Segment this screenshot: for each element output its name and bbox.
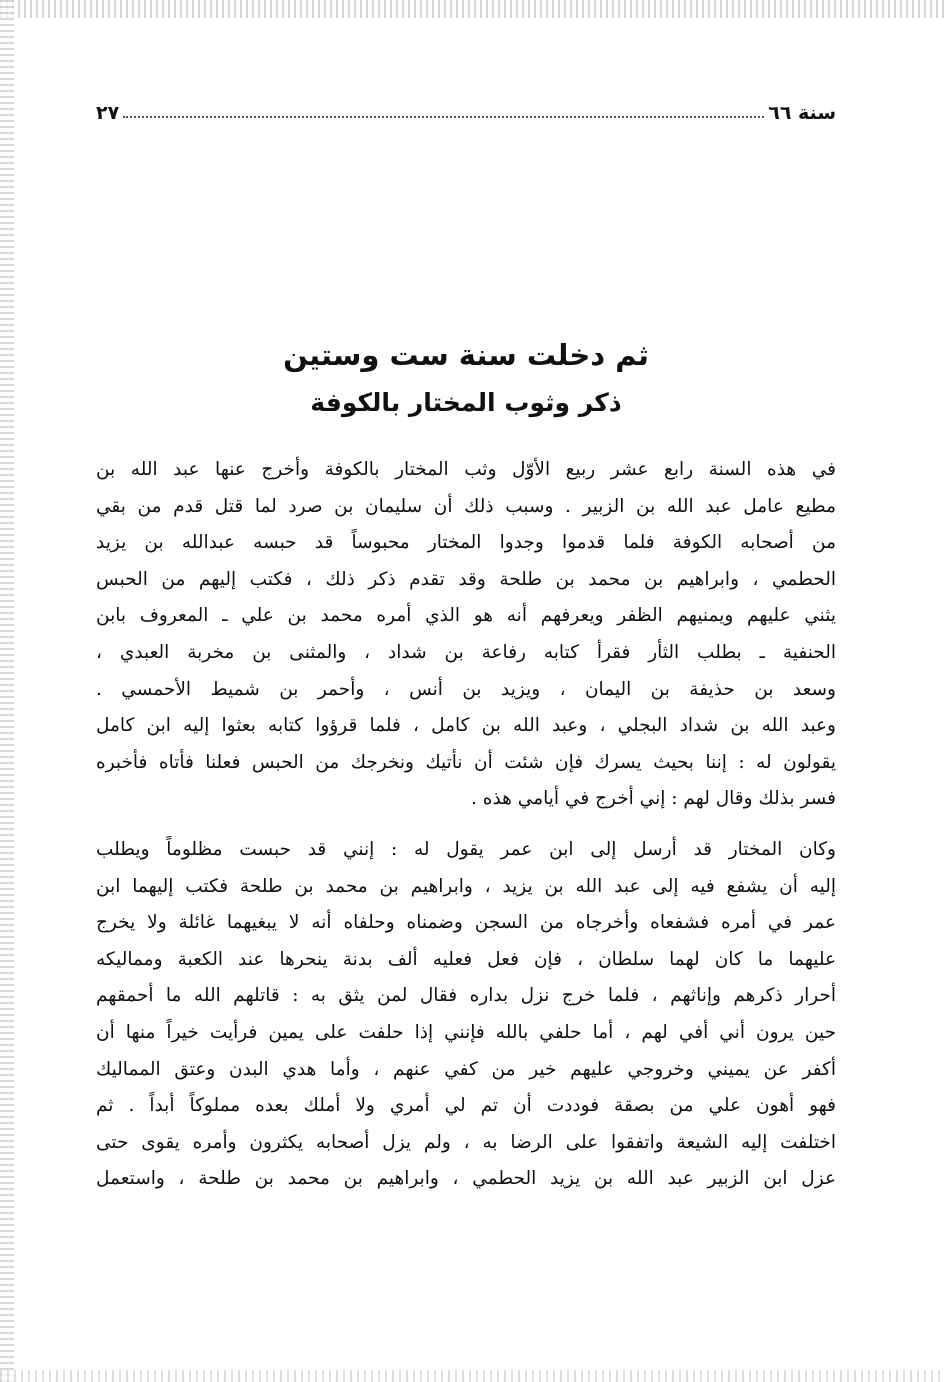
text-line: اختلفت إليه الشيعة واتفقوا على الرضا به ، ولم يزل أصحابه يكثرون وأمره يقوى حتى: [96, 1131, 836, 1153]
header-dot-leader: [123, 116, 764, 118]
text-line: عمر في أمره فشفعاه وأخرجاه من السجن وضمناه وحلفاه أنه لا يبغيهما غائلة ولا يخرج: [96, 912, 836, 934]
text-line: من أصحابه الكوفة فلما قدموا وجدوا المختار محبوساً قد حبسه عبدالله بن يزيد: [96, 532, 836, 554]
ornamental-border-left: [0, 0, 14, 1382]
text-line: يقولون له : إننا بحيث يسرك فإن شئت أن نأتيك ونخرجك من الحبس فعلنا فأتاه فأخبره: [96, 751, 836, 773]
text-line: الحطمي ، وابراهيم بن محمد بن طلحة وقد تقدم ذكر ذلك ، فكتب إليهم من الحبس: [96, 568, 836, 590]
text-line: مطيع عامل عبد الله بن الزبير . وسبب ذلك أن سليمان بن صرد لما قتل قدم من بقي: [96, 495, 836, 517]
text-line: عزل ابن الزبير عبد الله بن يزيد الحطمي ، وابراهيم بن محمد بن طلحة ، واستعمل: [96, 1168, 836, 1190]
paragraph-1: [96, 452, 836, 818]
body-text: [96, 452, 836, 1198]
text-line: فسر بذلك وقال لهم : إني أخرج في أيامي هذه .: [470, 788, 836, 810]
text-line: وعبد الله بن شداد البجلي ، وعبد الله بن كامل ، فلما قرؤوا كتابه بعثوا إليه ابن كامل: [96, 715, 836, 737]
text-line: وكان المختار قد أرسل إلى ابن عمر يقول له : إنني قد حبست مظلوماً ويطلب: [96, 838, 836, 860]
header-section: سنة ٦٦: [768, 102, 836, 124]
ornamental-border-bottom: [0, 1370, 944, 1382]
text-line: يثني عليهم ويمنيهم الظفر ويعرفهم أنه هو الذي أمره محمد بن علي ـ المعروف بابن: [96, 605, 836, 627]
text-line: عليهما ما كان لهما سلطان ، فإن فعل فعليه ألف بدنة ينحرها عند الكعبة ومماليكه: [96, 948, 836, 970]
paragraph-2: [96, 832, 836, 1198]
chapter-titles: [96, 330, 836, 426]
text-line: إليه أن يشفع فيه إلى عبد الله بن يزيد ، وابراهيم بن محمد بن طلحة فكتب إليهما ابن: [96, 875, 836, 897]
paragraph-gap: [96, 818, 836, 832]
section-title: ذكر وثوب المختار بالكوفة: [310, 388, 622, 417]
text-line: الحنفية ـ بطلب الثأر فقرأ كتابه رفاعة بن شداد ، والمثنى بن مخربة العبدي ،: [96, 641, 836, 663]
text-line: أكفر عن يميني وخروجي عليهم خير من كفي عنهم ، وأما هدي البدن وعتق المماليك: [96, 1058, 836, 1080]
ornamental-border-top: [0, 0, 944, 18]
text-line: في هذه السنة رابع عشر ربيع الأوّل وثب المختار بالكوفة وأخرج عنها عبد الله بن: [96, 459, 836, 480]
page-number: ٢٧: [96, 102, 120, 124]
text-line: حين يرون أني أفي لهم ، أما حلفي بالله فإنني إذا حلفت على يمين فرأيت خيراً منها أن: [96, 1021, 836, 1043]
chapter-title: ثم دخلت سنة ست وستين: [283, 338, 649, 372]
text-line: أحرار ذكرهم وإناثهم ، فلما خرج نزل بداره فقال لمن يثق به : قاتلهم الله ما أحمقهم: [96, 985, 836, 1007]
running-header: [96, 92, 836, 124]
text-line: وسعد بن حذيفة بن اليمان ، ويزيد بن أنس ، وأحمر بن شميط الأحمسي .: [96, 678, 836, 700]
text-line: فهو أهون علي من بصقة فوددت أن تم لي أمري ولا أملك بعده مملوكاً أبداً . ثم: [96, 1095, 836, 1117]
